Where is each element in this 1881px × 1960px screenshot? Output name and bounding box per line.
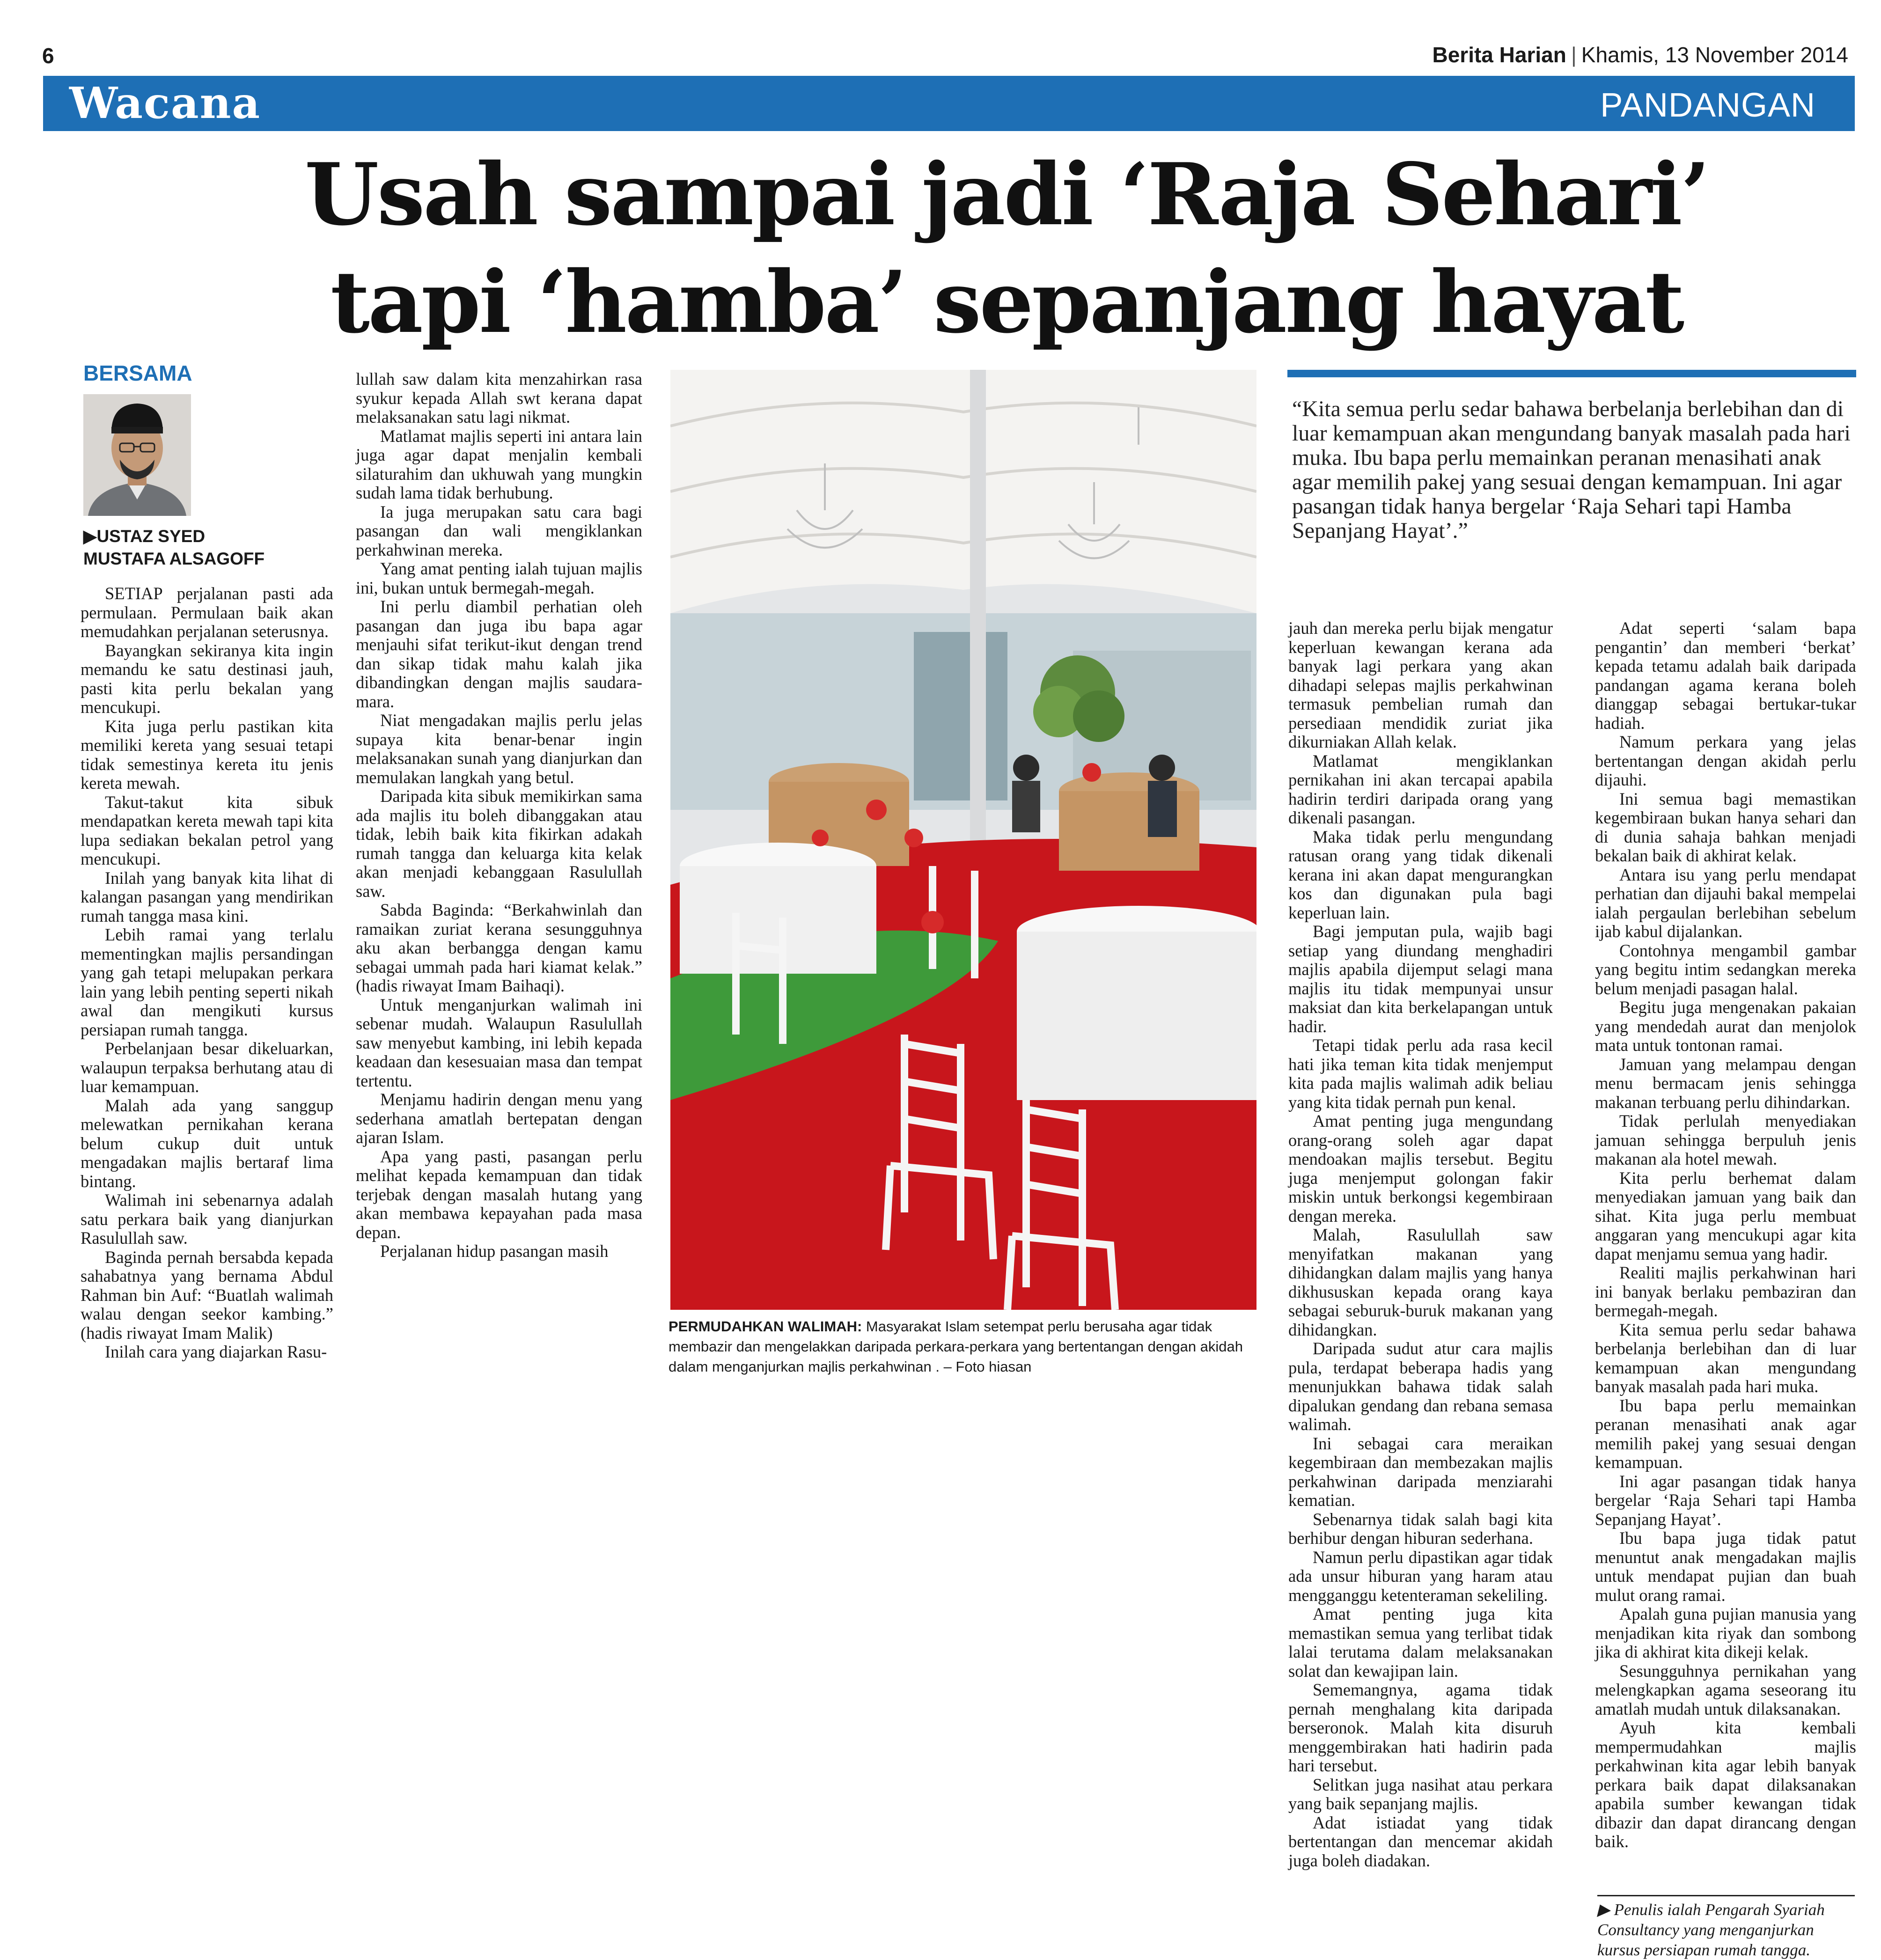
section-bar xyxy=(43,76,1855,131)
byline-label: BERSAMA xyxy=(83,361,192,385)
headline-line-1: Usah sampai jadi ‘Raja Sehari’ xyxy=(304,144,1709,244)
paragraph: Perbelanjaan besar dikeluarkan, walaupun terpaksa berhutang atau di luar kemampuan. xyxy=(81,1039,333,1096)
paragraph: jauh dan mereka perlu bijak mengatur keperluan kewangan kerana ada banyak lagi perkara yang akan dihadapi selepas majlis perkahwinan termasuk pembelian rumah dan persediaan mendidik zuriat jika dikurniakan Allah kelak. xyxy=(1288,618,1553,751)
paragraph: Menjamu hadirin dengan menu yang sederhana amatlah bertepatan dengan ajaran Islam. xyxy=(356,1090,642,1147)
paragraph: Untuk menganjurkan walimah ini sebenar mudah. Walaupun Rasulullah saw menyebut kambing, ini lebih kepada keadaan dan kesesuaian masa dan tempat tertentu. xyxy=(356,995,642,1090)
paragraph: SETIAP perjalanan pasti ada permulaan. Permulaan baik akan memudahkan perjalanan seterusnya. xyxy=(81,584,333,641)
paragraph: Apa yang pasti, pasangan perlu melihat kepada kemampuan dan tidak terjebak dengan masalah hutang yang akan membawa kepayahan pada masa depan. xyxy=(356,1146,642,1242)
paragraph: Selitkan juga nasihat atau perkara yang baik sepanjang majlis. xyxy=(1288,1775,1553,1813)
article-column-3 xyxy=(1288,619,1553,1870)
paragraph: Jamuan yang melampau dengan menu bermacam jenis sehingga makanan terbuang perlu dihindarkan. xyxy=(1595,1054,1856,1112)
photo-caption xyxy=(669,1316,1258,1377)
paragraph: Takut-takut kita sibuk mendapatkan kereta mewah tapi kita lupa sediakan bekalan petrol yang mencukupi. xyxy=(81,792,333,868)
caption-label: PERMUDAHKAN WALIMAH: xyxy=(669,1318,862,1335)
paragraph: Contohnya mengambil gambar yang begitu intim sedangkan mereka belum menjadi pasagan halal. xyxy=(1595,940,1856,998)
page-number: 6 xyxy=(42,44,54,68)
paragraph: Kita juga perlu pastikan kita memiliki kereta yang sesuai tetapi tidak semestinya kereta itu jenis kereta mewah. xyxy=(81,716,333,793)
paragraph: Bayangkan sekiranya kita ingin memandu ke satu destinasi jauh, pasti kita perlu bekalan yang mencukupi. xyxy=(81,640,333,717)
paragraph: Adat istiadat yang tidak bertentangan dan mencemar akidah juga boleh diadakan. xyxy=(1288,1813,1553,1870)
paragraph: Amat penting juga mengundang orang-orang soleh agar dapat mendoakan majlis tersebut. Begitu juga menjemput golongan fakir miskin untuk berkongsi kegembiraan dengan mereka. xyxy=(1288,1111,1553,1226)
author-name xyxy=(83,525,327,570)
author-block xyxy=(83,360,327,570)
paragraph: Ini semua bagi memastikan kegembiraan bukan hanya sehari dan di dunia sahaja bahkan menjadi bekalan baik di akhirat kelak. xyxy=(1595,789,1856,865)
article-column-4 xyxy=(1595,619,1856,1851)
footnote-rule xyxy=(1597,1895,1855,1896)
author-name-line-2: MUSTAFA ALSAGOFF xyxy=(83,549,265,568)
paragraph: Perjalanan hidup pasangan masih xyxy=(380,1241,609,1261)
paragraph: Inilah yang banyak kita lihat di kalangan pasangan yang mendirikan rumah tangga masa kini. xyxy=(81,868,333,925)
section-name: Wacana xyxy=(69,78,261,128)
paragraph: Ibu bapa juga tidak patut menuntut anak mengadakan majlis untuk mendapat pujian dan buah mulut orang ramai. xyxy=(1595,1528,1856,1605)
paragraph: Sabda Baginda: “Berkahwinlah dan ramaikan zuriat kerana sesungguhnya aku akan berbangga dengan kamu sebagai ummah pada hari kiamat kelak.” (hadis riwayat Imam Baihaqi). xyxy=(356,900,642,995)
publication-name: Berita Harian xyxy=(1432,43,1566,67)
paragraph: Begitu juga mengenakan pakaian yang mendedah aurat dan menjolok mata untuk tontonan ramai. xyxy=(1595,998,1856,1055)
paragraph: Realiti majlis perkahwinan hari ini banyak berlaku pembaziran dan bermegah-megah. xyxy=(1595,1263,1856,1320)
headline xyxy=(187,140,1826,356)
paragraph: Ibu bapa perlu memainkan peranan menasihati anak agar memilih pakej yang sesuai dengan kemampuan. xyxy=(1595,1395,1856,1472)
paragraph: Yang amat penting ialah tujuan majlis ini, bukan untuk bermegah-megah. xyxy=(356,559,642,597)
paragraph: Walimah ini sebenarnya adalah satu perkara baik yang dianjurkan Rasulullah saw. xyxy=(81,1190,333,1248)
caption-text: Masyarakat Islam setempat perlu berusaha agar tidak membazir dan mengelakkan daripada perkara-perkara yang bertentangan dengan akidah dalam menganjurkan majlis perkahwinan . – Foto hiasan xyxy=(669,1318,1243,1375)
paragraph: Baginda pernah bersabda kepada sahabatnya yang bernama Abdul Rahman bin Auf: “Buatlah walimah walau dengan seekor kambing.” (hadis riwayat Imam Malik) xyxy=(81,1247,333,1343)
article-column-2 xyxy=(356,370,642,1261)
paragraph: lullah saw dalam kita menzahirkan rasa syukur kepada Allah swt kerana dapat melaksanakan satu lagi nikmat. xyxy=(356,369,642,426)
paragraph: Daripada kita sibuk memikirkan sama ada majlis itu boleh dibanggakan atau tidak, lebih baik kita fikirkan adakah rumah tangga dan keluarga kita kelak akan menjadi kebanggaan Rasulullah saw. xyxy=(356,786,642,901)
paragraph: Matlamat majlis seperti ini antara lain juga agar dapat menjalin kembali silaturahim dan ukhuwah yang mungkin sudah lama tidak berhubung. xyxy=(356,426,642,502)
paragraph: Bagi jemputan pula, wajib bagi setiap yang diundang menghadiri majlis apabila dijemput selagi mana majlis itu tidak mempunyai unsur maksiat dan kita berkelapangan untuk hadir. xyxy=(1288,922,1553,1036)
author-footnote: ▶ Penulis ialah Pengarah Syariah Consultancy yang menganjurkan kursus persiapan rumah tangga. xyxy=(1597,1901,1825,1959)
paragraph: Daripada sudut atur cara majlis pula, terdapat beberapa hadis yang menunjukkan bahawa tidak salah dipalukan gendang dan rebana semasa walimah. xyxy=(1288,1339,1553,1434)
paragraph: Ini sebagai cara meraikan kegembiraan dan membezakan majlis perkahwinan daripada menziarahi kematian. xyxy=(1288,1433,1553,1510)
paragraph: Kita semua perlu sedar bahawa berbelanja berlebihan dan di luar kemampuan akan mengundang banyak masalah pada hari muka. xyxy=(1595,1320,1856,1396)
paragraph: Antara isu yang perlu mendapat perhatian dan dijauhi bakal mempelai ialah pergaulan berlebihan sebelum ijab kabul dijalankan. xyxy=(1595,865,1856,941)
article-column-1 xyxy=(81,584,333,1362)
paragraph: Namun perlu dipastikan agar tidak ada unsur hiburan yang haram atau mengganggu ketenteraman sekeliling. xyxy=(1288,1547,1553,1605)
paragraph: Inilah cara yang diajarkan Rasu- xyxy=(105,1342,327,1361)
paragraph: Adat seperti ‘salam bapa pengantin’ dan memberi ‘berkat’ kepada tetamu adalah baik daripada pandangan agama kerana boleh dianggap sebagai bertukar-tukar hadiah. xyxy=(1595,618,1856,733)
pull-quote-rule xyxy=(1287,370,1856,377)
paragraph: Sesungguhnya pernikahan yang melengkapkan agama seseorang itu amatlah mudah untuk dilaksanakan. xyxy=(1595,1661,1856,1718)
paragraph: Kita perlu berhemat dalam menyediakan jamuan yang baik dan sihat. Kita juga perlu membuat anggaran yang mencukupi agar kita dapat menjamu semua yang hadir. xyxy=(1595,1168,1856,1263)
paragraph: Tidak perlulah menyediakan jamuan sehingga berpuluh jenis makanan ala hotel mewah. xyxy=(1595,1111,1856,1168)
paragraph: Ini agar pasangan tidak hanya bergelar ‘Raja Sehari tapi Hamba Sepanjang Hayat’. xyxy=(1595,1471,1856,1529)
paragraph: Ini perlu diambil perhatian oleh pasangan dan juga ibu bapa agar menjauhi sifat terikut-ikut dengan trend dan sikap tidak mahu kalah jika dibandingkan dengan majlis saudara-mara. xyxy=(356,597,642,711)
paragraph: Malah ada yang sanggup melewatkan pernikahan kerana belum cukup duit untuk mengadakan majlis bertaraf lima bintang. xyxy=(81,1095,333,1191)
masthead-separator: | xyxy=(1571,43,1577,67)
paragraph: Niat mengadakan majlis perlu jelas supaya kita benar-benar ingin melaksanakan sunah yang dianjurkan dan memulakan langkah yang betul. xyxy=(356,711,642,787)
pull-quote: “Kita semua perlu sedar bahawa berbelanja berlebihan dan di luar kemampuan akan mengundang banyak masalah pada hari muka. Ibu bapa perlu memainkan peranan menasihati anak agar memilih pakej yang sesuai dengan kemampuan. Ini agar pasangan tidak hanya bergelar ‘Raja Sehari tapi Hamba Sepanjang Hayat’.” xyxy=(1292,396,1851,543)
paragraph: Lebih ramai yang terlalu mementingkan majlis persandingan yang gah tetapi melupakan perkara lain yang lebih penting seperti nikah awal dan mengikuti kursus persiapan rumah tangga. xyxy=(81,925,333,1039)
masthead xyxy=(1433,42,1849,67)
author-photo xyxy=(83,394,191,516)
paragraph: Malah, Rasulullah saw menyifatkan makanan yang dihidangkan dalam majlis yang hanya dikhususkan kepada orang kaya sebagai seburuk-buruk makanan yang dihidangkan. xyxy=(1288,1225,1553,1339)
paragraph: Matlamat mengiklankan pernikahan ini akan tercapai apabila hadirin terdiri daripada orang yang dikenali pasangan. xyxy=(1288,751,1553,827)
paragraph: Ayuh kita kembali mempermudahkan majlis perkahwinan kita agar lebih banyak perkara baik dapat dilaksanakan apabila sumber kewangan tidak dibazir dan dapat dirancang dengan baik. xyxy=(1595,1718,1856,1851)
headline-line-2: tapi ‘hamba’ sepanjang hayat xyxy=(330,252,1683,352)
section-tag: PANDANGAN xyxy=(1600,87,1815,124)
paragraph: Ia juga merupakan satu cara bagi pasangan dan wali mengiklankan perkahwinan mereka. xyxy=(356,502,642,559)
wedding-hall-photo xyxy=(670,370,1256,1310)
paragraph: Amat penting juga kita memastikan semua yang terlibat tidak lalai terutama dalam melaksanakan solat dan kewajipan lain. xyxy=(1288,1604,1553,1681)
publication-date: Khamis, 13 November 2014 xyxy=(1581,43,1848,67)
author-name-line-1: ▶USTAZ SYED xyxy=(83,527,206,546)
paragraph: Sememangnya, agama tidak pernah menghalang kita daripada berseronok. Malah kita disuruh menggembirakan hati hadirin pada hari tersebut. xyxy=(1288,1680,1553,1775)
paragraph: Maka tidak perlu mengundang ratusan orang yang tidak dikenali kerana ini akan dapat mengurangkan kos dan digunakan pula bagi keperluan lain. xyxy=(1288,827,1553,922)
paragraph: Namum perkara yang jelas bertentangan dengan akidah perlu dijauhi. xyxy=(1595,732,1856,789)
paragraph: Sebenarnya tidak salah bagi kita berhibur dengan hiburan sederhana. xyxy=(1288,1509,1553,1548)
paragraph: Apalah guna pujian manusia yang menjadikan kita riyak dan sombong jika di akhirat kita dikeji kelak. xyxy=(1595,1604,1856,1661)
paragraph: Tetapi tidak perlu ada rasa kecil hati jika teman kita tidak menjemput kita pada majlis walimah adik beliau yang kita tidak pernah pun kenal. xyxy=(1288,1035,1553,1112)
